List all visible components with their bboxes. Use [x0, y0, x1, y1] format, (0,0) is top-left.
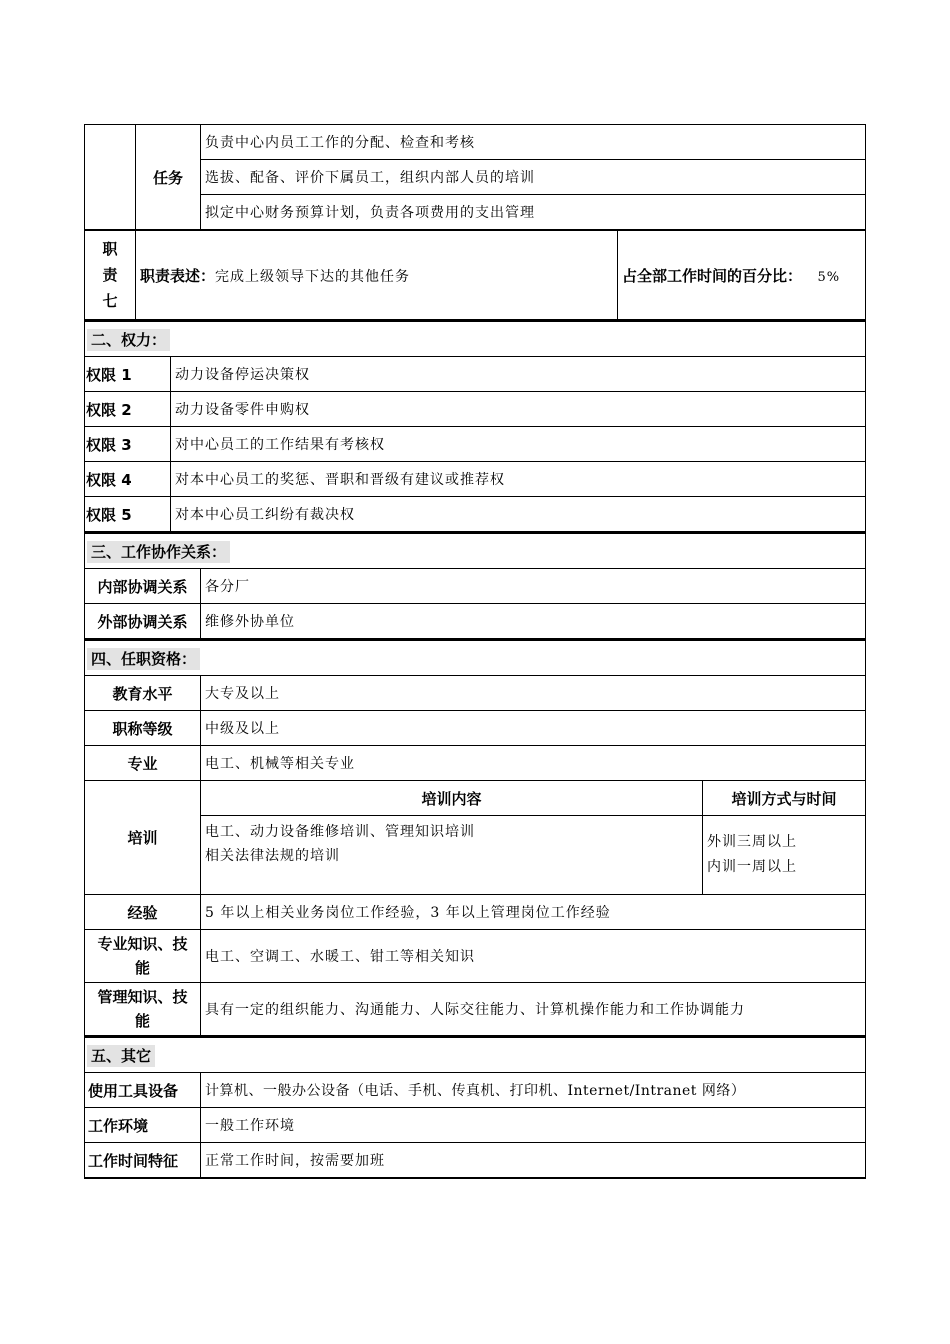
- duty7-description: [136, 231, 618, 320]
- duty7-time: [618, 231, 866, 320]
- other-label: 工作环境: [85, 1108, 201, 1143]
- authority-label: 权限 1: [85, 357, 171, 392]
- training-content-header: 培训内容: [201, 781, 703, 816]
- experience-value: 5 年以上相关业务岗位工作经验，3 年以上管理岗位工作经验: [201, 895, 866, 930]
- training-content-line: 相关法律法规的培训: [205, 848, 340, 864]
- mgmt-skill-value: 具有一定的组织能力、沟通能力、人际交往能力、计算机操作能力和工作协调能力: [201, 983, 866, 1036]
- relation-label: 外部协调关系: [85, 604, 201, 639]
- training-content: [201, 816, 703, 895]
- mgmt-skill-label: 管理知识、技 能: [85, 983, 201, 1036]
- duty-task-table: [84, 124, 866, 230]
- other-value: 正常工作时间，按需要加班: [201, 1143, 866, 1179]
- duty7-label-char: 职: [102, 240, 118, 258]
- relations-table: [84, 532, 866, 639]
- authority-value: 对本中心员工的奖惩、晋职和晋级有建议或推荐权: [171, 462, 866, 497]
- title-level-value: 中级及以上: [201, 711, 866, 746]
- duty7-desc-text: 完成上级领导下达的其他任务: [215, 268, 411, 285]
- title-level-label: 职称等级: [85, 711, 201, 746]
- task-item: 拟定中心财务预算计划，负责各项费用的支出管理: [201, 195, 866, 230]
- training-label: 培训: [85, 781, 201, 895]
- education-value: 大专及以上: [201, 676, 866, 711]
- other-value: 计算机、一般办公设备（电话、手机、传真机、打印机、Internet/Intranet 网络）: [201, 1073, 866, 1108]
- other-table: [84, 1036, 866, 1179]
- duty7-time-value: 5%: [817, 269, 841, 285]
- duty7-desc-label: 职责表述：: [140, 266, 216, 285]
- authority-value: 对本中心员工纠纷有裁决权: [171, 497, 866, 532]
- pro-skill-value: 电工、空调工、水暖工、钳工等相关知识: [201, 930, 866, 983]
- duty7-label-char: 责: [102, 266, 118, 284]
- training-method-line: 外训三周以上: [707, 834, 797, 850]
- major-value: 电工、机械等相关专业: [201, 746, 866, 781]
- other-label: 使用工具设备: [85, 1073, 201, 1108]
- task-item: 选拔、配备、评价下属员工，组织内部人员的培训: [201, 160, 866, 195]
- duty7-table: [84, 230, 866, 320]
- education-label: 教育水平: [85, 676, 201, 711]
- training-method-header: 培训方式与时间: [703, 781, 866, 816]
- other-label: 工作时间特征: [85, 1143, 201, 1179]
- training-content-line: 电工、动力设备维修培训、管理知识培训: [205, 824, 475, 840]
- task-item: 负责中心内员工工作的分配、检查和考核: [201, 125, 866, 160]
- duty7-label: [85, 231, 136, 320]
- job-description-document: [84, 124, 866, 1179]
- duty-blank-cell: [85, 125, 136, 230]
- authority-label: 权限 5: [85, 497, 171, 532]
- training-method-line: 内训一周以上: [707, 859, 797, 875]
- section-title-authority: 二、权力：: [85, 321, 866, 357]
- duty7-time-label: 占全部工作时间的百分比：: [622, 266, 803, 285]
- authority-label: 权限 4: [85, 462, 171, 497]
- authority-value: 对中心员工的工作结果有考核权: [171, 427, 866, 462]
- experience-label: 经验: [85, 895, 201, 930]
- relation-value: 各分厂: [201, 569, 866, 604]
- authority-value: 动力设备零件申购权: [171, 392, 866, 427]
- authority-value: 动力设备停运决策权: [171, 357, 866, 392]
- section-title-relations: 三、工作协作关系：: [85, 533, 866, 569]
- section-title-other: 五、其它: [85, 1037, 866, 1073]
- qualifications-table: [84, 639, 866, 1036]
- authority-label: 权限 2: [85, 392, 171, 427]
- pro-skill-label: 专业知识、技 能: [85, 930, 201, 983]
- relation-label: 内部协调关系: [85, 569, 201, 604]
- training-method: [703, 816, 866, 895]
- duty7-label-char: 七: [102, 292, 118, 310]
- other-value: 一般工作环境: [201, 1108, 866, 1143]
- relation-value: 维修外协单位: [201, 604, 866, 639]
- authority-table: [84, 320, 866, 532]
- authority-label: 权限 3: [85, 427, 171, 462]
- major-label: 专业: [85, 746, 201, 781]
- task-label: 任务: [136, 125, 201, 230]
- section-title-qualifications: 四、任职资格：: [85, 640, 866, 676]
